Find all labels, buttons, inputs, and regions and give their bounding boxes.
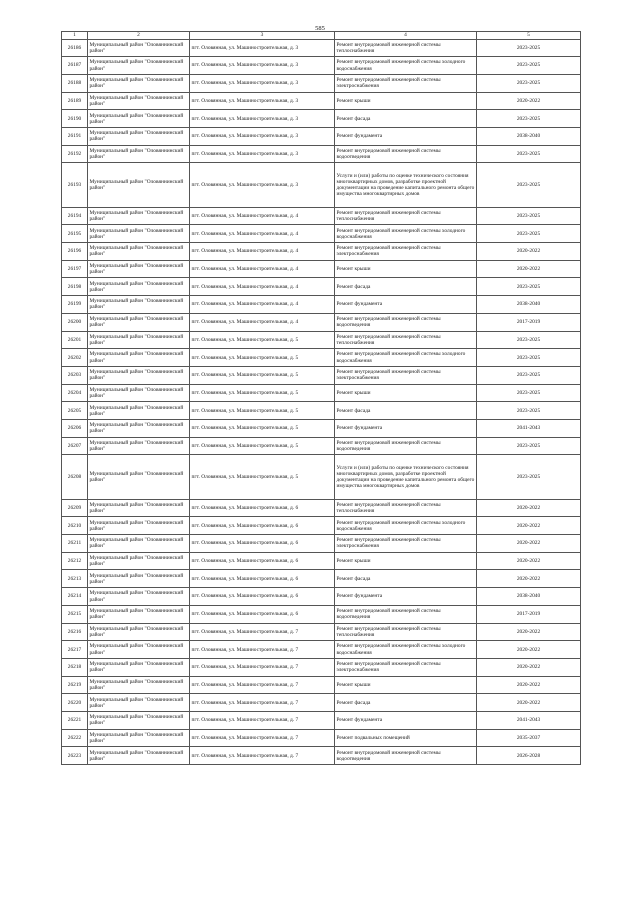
period-cell: 2023-2025 — [477, 39, 581, 57]
work-type-cell: Ремонт подвальных помещений — [335, 729, 477, 747]
table-row — [62, 517, 581, 535]
row-number-cell: 26217 — [62, 641, 88, 659]
work-type-cell: Ремонт внутридомовой инженерной системы электроснабжения — [335, 366, 477, 384]
row-number-cell: 26197 — [62, 260, 88, 278]
address-cell: пгт. Оловянная, ул. Машиностроительная, д. 4 — [190, 296, 335, 314]
period-cell: 2023-2025 — [477, 74, 581, 92]
period-cell: 2020-2022 — [477, 535, 581, 553]
municipality-cell: Муниципальный район "Оловяннинский район" — [88, 570, 190, 588]
work-type-cell: Ремонт внутридомовой инженерной системы электроснабжения — [335, 658, 477, 676]
table-row — [62, 535, 581, 553]
work-type-cell: Ремонт внутридомовой инженерной системы электроснабжения — [335, 243, 477, 261]
address-cell: пгт. Оловянная, ул. Машиностроительная, д. 5 — [190, 437, 335, 455]
period-cell: 2017-2019 — [477, 605, 581, 623]
municipality-cell: Муниципальный район "Оловяннинский район" — [88, 92, 190, 110]
address-cell: пгт. Оловянная, ул. Машиностроительная, д. 6 — [190, 588, 335, 606]
period-cell: 2023-2025 — [477, 145, 581, 163]
work-type-cell: Ремонт фундамента — [335, 588, 477, 606]
table-row — [62, 331, 581, 349]
period-cell: 2023-2025 — [477, 207, 581, 225]
work-type-cell: Ремонт внутридомовой инженерной системы электроснабжения — [335, 535, 477, 553]
table-row — [62, 694, 581, 712]
table-row — [62, 74, 581, 92]
municipality-cell: Муниципальный район "Оловяннинский район" — [88, 145, 190, 163]
period-cell: 2020-2022 — [477, 641, 581, 659]
table-row — [62, 225, 581, 243]
work-type-cell: Ремонт внутридомовой инженерной системы водоотведения — [335, 437, 477, 455]
row-number-cell: 26223 — [62, 747, 88, 765]
row-number-cell: 26199 — [62, 296, 88, 314]
period-cell: 2041-2043 — [477, 711, 581, 729]
table-row — [62, 127, 581, 145]
municipality-cell: Муниципальный район "Оловяннинский район" — [88, 419, 190, 437]
row-number-cell: 26191 — [62, 127, 88, 145]
municipality-cell: Муниципальный район "Оловяннинский район" — [88, 402, 190, 420]
municipality-cell: Муниципальный район "Оловяннинский район" — [88, 384, 190, 402]
work-type-cell: Ремонт фасада — [335, 110, 477, 128]
municipality-cell: Муниципальный район "Оловяннинский район" — [88, 260, 190, 278]
address-cell: пгт. Оловянная, ул. Машиностроительная, д. 7 — [190, 641, 335, 659]
work-type-cell: Ремонт фундамента — [335, 419, 477, 437]
row-number-cell: 26188 — [62, 74, 88, 92]
row-number-cell: 26201 — [62, 331, 88, 349]
period-cell: 2020-2022 — [477, 517, 581, 535]
row-number-cell: 26187 — [62, 57, 88, 75]
row-number-cell: 26214 — [62, 588, 88, 606]
table-row — [62, 588, 581, 606]
work-type-cell: Ремонт крыши — [335, 260, 477, 278]
table-row — [62, 641, 581, 659]
address-cell: пгт. Оловянная, ул. Машиностроительная, д. 5 — [190, 402, 335, 420]
period-cell: 2023-2025 — [477, 384, 581, 402]
period-cell: 2023-2025 — [477, 349, 581, 367]
address-cell: пгт. Оловянная, ул. Машиностроительная, д. 3 — [190, 110, 335, 128]
period-cell: 2023-2025 — [477, 331, 581, 349]
period-cell: 2023-2025 — [477, 366, 581, 384]
period-cell: 2026-2028 — [477, 747, 581, 765]
municipality-cell: Муниципальный район "Оловяннинский район" — [88, 623, 190, 641]
table-row — [62, 658, 581, 676]
address-cell: пгт. Оловянная, ул. Машиностроительная, д. 3 — [190, 163, 335, 207]
municipality-cell: Муниципальный район "Оловяннинский район" — [88, 127, 190, 145]
address-cell: пгт. Оловянная, ул. Машиностроительная, д. 7 — [190, 694, 335, 712]
work-type-cell: Ремонт внутридомовой инженерной системы водоотведения — [335, 605, 477, 623]
work-type-cell: Ремонт внутридомовой инженерной системы холодного водоснабжения — [335, 225, 477, 243]
municipality-cell: Муниципальный район "Оловяннинский район" — [88, 517, 190, 535]
column-header: 2 — [88, 32, 190, 40]
address-cell: пгт. Оловянная, ул. Машиностроительная, д. 4 — [190, 313, 335, 331]
work-type-cell: Ремонт фундамента — [335, 296, 477, 314]
address-cell: пгт. Оловянная, ул. Машиностроительная, д. 3 — [190, 57, 335, 75]
column-header: 3 — [190, 32, 335, 40]
address-cell: пгт. Оловянная, ул. Машиностроительная, д. 6 — [190, 570, 335, 588]
period-cell: 2020-2022 — [477, 676, 581, 694]
table-row — [62, 313, 581, 331]
work-type-cell: Ремонт крыши — [335, 552, 477, 570]
table-row — [62, 39, 581, 57]
address-cell: пгт. Оловянная, ул. Машиностроительная, д. 4 — [190, 260, 335, 278]
column-header: 1 — [62, 32, 88, 40]
row-number-cell: 26189 — [62, 92, 88, 110]
municipality-cell: Муниципальный район "Оловяннинский район" — [88, 455, 190, 499]
address-cell: пгт. Оловянная, ул. Машиностроительная, д. 5 — [190, 349, 335, 367]
municipality-cell: Муниципальный район "Оловяннинский район" — [88, 588, 190, 606]
table-row — [62, 455, 581, 499]
work-type-cell: Ремонт внутридомовой инженерной системы холодного водоснабжения — [335, 349, 477, 367]
table-row — [62, 92, 581, 110]
row-number-cell: 26211 — [62, 535, 88, 553]
address-cell: пгт. Оловянная, ул. Машиностроительная, д. 3 — [190, 127, 335, 145]
municipality-cell: Муниципальный район "Оловяннинский район" — [88, 225, 190, 243]
table-row — [62, 260, 581, 278]
work-type-cell: Ремонт внутридомовой инженерной системы водоотведения — [335, 145, 477, 163]
row-number-cell: 26209 — [62, 499, 88, 517]
table-row — [62, 296, 581, 314]
table-header-row — [62, 32, 581, 40]
address-cell: пгт. Оловянная, ул. Машиностроительная, д. 3 — [190, 92, 335, 110]
period-cell: 2020-2022 — [477, 694, 581, 712]
period-cell: 2023-2025 — [477, 57, 581, 75]
capital-repair-table — [61, 31, 581, 765]
address-cell: пгт. Оловянная, ул. Машиностроительная, д. 6 — [190, 499, 335, 517]
municipality-cell: Муниципальный район "Оловяннинский район" — [88, 366, 190, 384]
municipality-cell: Муниципальный район "Оловяннинский район" — [88, 163, 190, 207]
municipality-cell: Муниципальный район "Оловяннинский район" — [88, 658, 190, 676]
table-row — [62, 499, 581, 517]
address-cell: пгт. Оловянная, ул. Машиностроительная, д. 5 — [190, 331, 335, 349]
period-cell: 2020-2022 — [477, 623, 581, 641]
period-cell: 2023-2025 — [477, 163, 581, 207]
row-number-cell: 26215 — [62, 605, 88, 623]
period-cell: 2038-2040 — [477, 296, 581, 314]
table-row — [62, 163, 581, 207]
address-cell: пгт. Оловянная, ул. Машиностроительная, д. 7 — [190, 676, 335, 694]
work-type-cell: Ремонт внутридомовой инженерной системы водоотведения — [335, 313, 477, 331]
table-row — [62, 110, 581, 128]
period-cell: 2038-2040 — [477, 127, 581, 145]
municipality-cell: Муниципальный район "Оловяннинский район" — [88, 605, 190, 623]
work-type-cell: Ремонт внутридомовой инженерной системы холодного водоснабжения — [335, 641, 477, 659]
table-row — [62, 437, 581, 455]
municipality-cell: Муниципальный район "Оловяннинский район" — [88, 747, 190, 765]
work-type-cell: Ремонт внутридомовой инженерной системы холодного водоснабжения — [335, 517, 477, 535]
column-header: 4 — [335, 32, 477, 40]
address-cell: пгт. Оловянная, ул. Машиностроительная, д. 6 — [190, 517, 335, 535]
page-number: 585 — [315, 25, 325, 32]
address-cell: пгт. Оловянная, ул. Машиностроительная, д. 4 — [190, 243, 335, 261]
work-type-cell: Ремонт фасада — [335, 402, 477, 420]
row-number-cell: 26186 — [62, 39, 88, 57]
address-cell: пгт. Оловянная, ул. Машиностроительная, д. 3 — [190, 39, 335, 57]
work-type-cell: Ремонт фундамента — [335, 711, 477, 729]
row-number-cell: 26216 — [62, 623, 88, 641]
table-row — [62, 57, 581, 75]
municipality-cell: Муниципальный район "Оловяннинский район" — [88, 39, 190, 57]
row-number-cell: 26212 — [62, 552, 88, 570]
address-cell: пгт. Оловянная, ул. Машиностроительная, д. 7 — [190, 658, 335, 676]
period-cell: 2020-2022 — [477, 243, 581, 261]
municipality-cell: Муниципальный район "Оловяннинский район" — [88, 711, 190, 729]
period-cell: 2020-2022 — [477, 260, 581, 278]
period-cell: 2023-2025 — [477, 402, 581, 420]
table-row — [62, 145, 581, 163]
table-body — [62, 39, 581, 765]
row-number-cell: 26219 — [62, 676, 88, 694]
address-cell: пгт. Оловянная, ул. Машиностроительная, д. 5 — [190, 384, 335, 402]
period-cell: 2038-2040 — [477, 588, 581, 606]
table-row — [62, 207, 581, 225]
row-number-cell: 26194 — [62, 207, 88, 225]
period-cell: 2020-2022 — [477, 499, 581, 517]
row-number-cell: 26206 — [62, 419, 88, 437]
row-number-cell: 26221 — [62, 711, 88, 729]
row-number-cell: 26192 — [62, 145, 88, 163]
address-cell: пгт. Оловянная, ул. Машиностроительная, д. 3 — [190, 145, 335, 163]
address-cell: пгт. Оловянная, ул. Машиностроительная, д. 6 — [190, 535, 335, 553]
table-row — [62, 278, 581, 296]
table-row — [62, 747, 581, 765]
work-type-cell: Услуги и (или) работы по оценке технического состояния многоквартирных домов, разработке проектной документации на проведение капитального ремонта общего имущества многоквартирных домов — [335, 455, 477, 499]
period-cell: 2023-2025 — [477, 437, 581, 455]
table-row — [62, 384, 581, 402]
address-cell: пгт. Оловянная, ул. Машиностроительная, д. 4 — [190, 207, 335, 225]
address-cell: пгт. Оловянная, ул. Машиностроительная, д. 5 — [190, 455, 335, 499]
row-number-cell: 26204 — [62, 384, 88, 402]
period-cell: 2023-2025 — [477, 225, 581, 243]
municipality-cell: Муниципальный район "Оловяннинский район" — [88, 694, 190, 712]
period-cell: 2020-2022 — [477, 570, 581, 588]
address-cell: пгт. Оловянная, ул. Машиностроительная, д. 7 — [190, 623, 335, 641]
address-cell: пгт. Оловянная, ул. Машиностроительная, д. 5 — [190, 366, 335, 384]
period-cell: 2017-2019 — [477, 313, 581, 331]
municipality-cell: Муниципальный район "Оловяннинский район" — [88, 57, 190, 75]
period-cell: 2035-2037 — [477, 729, 581, 747]
municipality-cell: Муниципальный район "Оловяннинский район" — [88, 349, 190, 367]
address-cell: пгт. Оловянная, ул. Машиностроительная, д. 6 — [190, 605, 335, 623]
period-cell: 2020-2022 — [477, 658, 581, 676]
work-type-cell: Услуги и (или) работы по оценке технического состояния многоквартирных домов, разработке проектной документации на проведение капитального ремонта общего имущества многоквартирных домов — [335, 163, 477, 207]
address-cell: пгт. Оловянная, ул. Машиностроительная, д. 4 — [190, 225, 335, 243]
work-type-cell: Ремонт фасада — [335, 570, 477, 588]
work-type-cell: Ремонт внутридомовой инженерной системы теплоснабжения — [335, 39, 477, 57]
table-row — [62, 243, 581, 261]
row-number-cell: 26213 — [62, 570, 88, 588]
row-number-cell: 26190 — [62, 110, 88, 128]
work-type-cell: Ремонт внутридомовой инженерной системы теплоснабжения — [335, 623, 477, 641]
municipality-cell: Муниципальный район "Оловяннинский район" — [88, 437, 190, 455]
table-row — [62, 419, 581, 437]
address-cell: пгт. Оловянная, ул. Машиностроительная, д. 5 — [190, 419, 335, 437]
municipality-cell: Муниципальный район "Оловяннинский район" — [88, 110, 190, 128]
municipality-cell: Муниципальный район "Оловяннинский район" — [88, 499, 190, 517]
address-cell: пгт. Оловянная, ул. Машиностроительная, д. 3 — [190, 74, 335, 92]
municipality-cell: Муниципальный район "Оловяннинский район" — [88, 641, 190, 659]
municipality-cell: Муниципальный район "Оловяннинский район" — [88, 313, 190, 331]
row-number-cell: 26207 — [62, 437, 88, 455]
row-number-cell: 26203 — [62, 366, 88, 384]
work-type-cell: Ремонт внутридомовой инженерной системы теплоснабжения — [335, 499, 477, 517]
row-number-cell: 26202 — [62, 349, 88, 367]
row-number-cell: 26208 — [62, 455, 88, 499]
municipality-cell: Муниципальный район "Оловяннинский район" — [88, 207, 190, 225]
row-number-cell: 26220 — [62, 694, 88, 712]
table-row — [62, 349, 581, 367]
work-type-cell: Ремонт фундамента — [335, 127, 477, 145]
row-number-cell: 26196 — [62, 243, 88, 261]
period-cell: 2023-2025 — [477, 278, 581, 296]
address-cell: пгт. Оловянная, ул. Машиностроительная, д. 7 — [190, 747, 335, 765]
address-cell: пгт. Оловянная, ул. Машиностроительная, д. 6 — [190, 552, 335, 570]
period-cell: 2041-2043 — [477, 419, 581, 437]
row-number-cell: 26198 — [62, 278, 88, 296]
period-cell: 2020-2022 — [477, 552, 581, 570]
table-row — [62, 552, 581, 570]
row-number-cell: 26193 — [62, 163, 88, 207]
row-number-cell: 26210 — [62, 517, 88, 535]
period-cell: 2023-2025 — [477, 455, 581, 499]
table-row — [62, 729, 581, 747]
table-row — [62, 676, 581, 694]
municipality-cell: Муниципальный район "Оловяннинский район" — [88, 243, 190, 261]
work-type-cell: Ремонт фасада — [335, 278, 477, 296]
work-type-cell: Ремонт внутридомовой инженерной системы электроснабжения — [335, 74, 477, 92]
municipality-cell: Муниципальный район "Оловяннинский район" — [88, 729, 190, 747]
work-type-cell: Ремонт внутридомовой инженерной системы водоотведения — [335, 747, 477, 765]
work-type-cell: Ремонт внутридомовой инженерной системы теплоснабжения — [335, 331, 477, 349]
address-cell: пгт. Оловянная, ул. Машиностроительная, д. 4 — [190, 278, 335, 296]
period-cell: 2023-2025 — [477, 110, 581, 128]
table-row — [62, 605, 581, 623]
table-row — [62, 402, 581, 420]
address-cell: пгт. Оловянная, ул. Машиностроительная, д. 7 — [190, 711, 335, 729]
work-type-cell: Ремонт внутридомовой инженерной системы теплоснабжения — [335, 207, 477, 225]
work-type-cell: Ремонт крыши — [335, 676, 477, 694]
table-row — [62, 711, 581, 729]
table-row — [62, 570, 581, 588]
table-row — [62, 623, 581, 641]
row-number-cell: 26200 — [62, 313, 88, 331]
work-type-cell: Ремонт крыши — [335, 92, 477, 110]
municipality-cell: Муниципальный район "Оловяннинский район" — [88, 676, 190, 694]
row-number-cell: 26195 — [62, 225, 88, 243]
table-row — [62, 366, 581, 384]
municipality-cell: Муниципальный район "Оловяннинский район" — [88, 74, 190, 92]
row-number-cell: 26205 — [62, 402, 88, 420]
municipality-cell: Муниципальный район "Оловяннинский район" — [88, 535, 190, 553]
work-type-cell: Ремонт фасада — [335, 694, 477, 712]
municipality-cell: Муниципальный район "Оловяннинский район" — [88, 331, 190, 349]
column-header: 5 — [477, 32, 581, 40]
address-cell: пгт. Оловянная, ул. Машиностроительная, д. 7 — [190, 729, 335, 747]
period-cell: 2020-2022 — [477, 92, 581, 110]
row-number-cell: 26222 — [62, 729, 88, 747]
municipality-cell: Муниципальный район "Оловяннинский район" — [88, 552, 190, 570]
municipality-cell: Муниципальный район "Оловяннинский район" — [88, 296, 190, 314]
row-number-cell: 26218 — [62, 658, 88, 676]
work-type-cell: Ремонт крыши — [335, 384, 477, 402]
work-type-cell: Ремонт внутридомовой инженерной системы холодного водоснабжения — [335, 57, 477, 75]
municipality-cell: Муниципальный район "Оловяннинский район" — [88, 278, 190, 296]
